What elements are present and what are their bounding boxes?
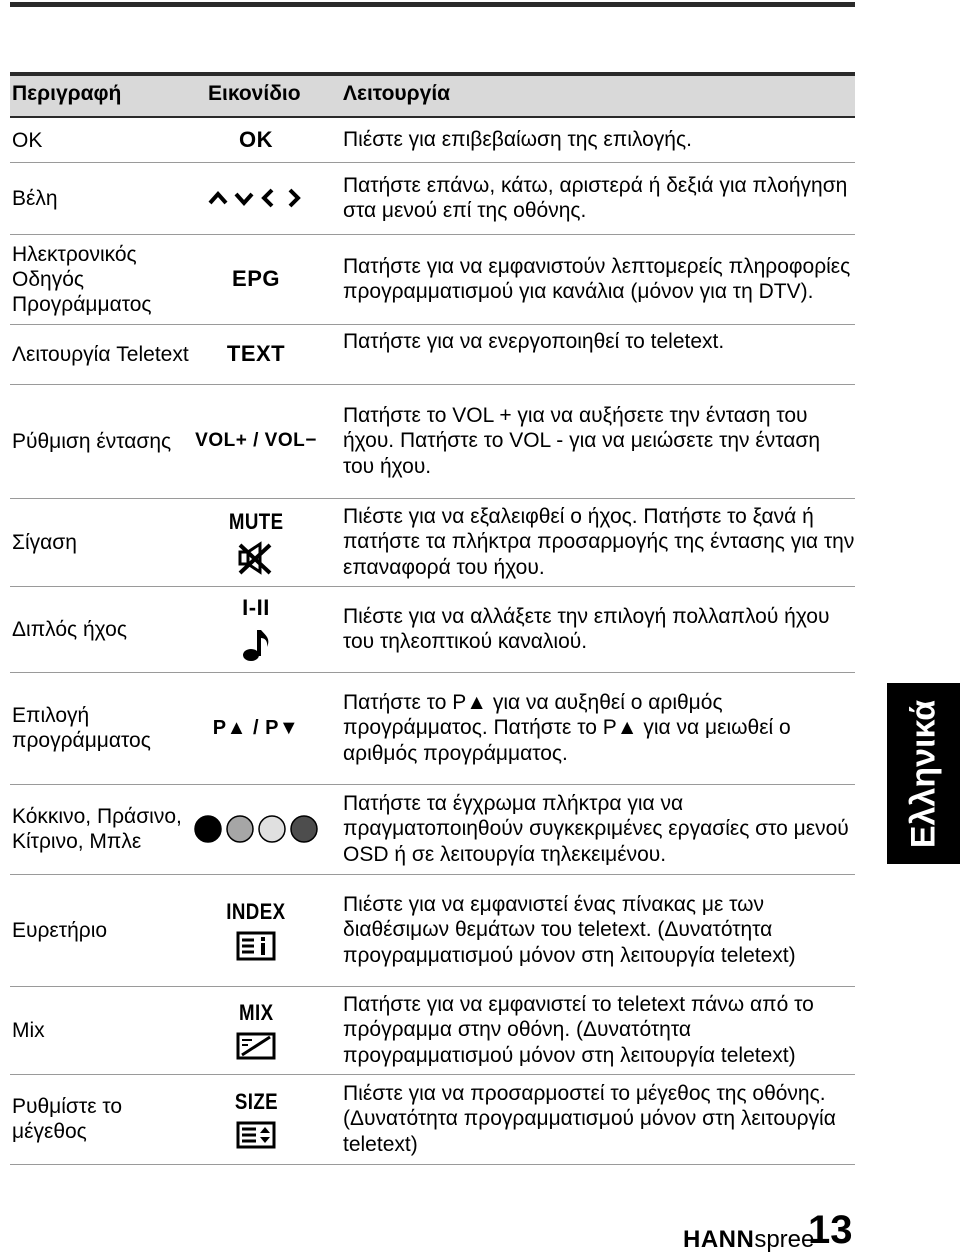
top-rule [10, 2, 855, 7]
row-icon [180, 874, 332, 986]
header-description: Περιγραφή [12, 82, 122, 105]
row-description: Κόκκινο, Πράσινο, Κίτρινο, Μπλε [12, 805, 182, 853]
row-description: Mix [12, 1018, 45, 1042]
volume-key-label: VOL+ / VOL− [195, 430, 317, 451]
row-description: OK [12, 128, 43, 152]
music-note-icon [241, 627, 271, 663]
brand-light: spree [754, 1226, 815, 1253]
table-row-color-keys [10, 784, 855, 875]
table-header [10, 76, 855, 118]
row-description: Σίγαση [12, 530, 77, 554]
table-row-program [10, 672, 855, 785]
table-row-text [10, 324, 855, 385]
table-row-dual-sound [10, 586, 855, 673]
color-keys-icon [193, 814, 319, 844]
row-icon [180, 234, 332, 324]
row-description: Λειτουργία Teletext [12, 342, 189, 366]
green-key-icon [227, 816, 253, 842]
table-row-size [10, 1074, 855, 1165]
ok-key-label: OK [239, 127, 273, 152]
mute-key-label: MUTE [228, 509, 284, 534]
row-description: Επιλογή προγράμματος [12, 704, 151, 752]
language-tab [887, 683, 960, 864]
index-key-label: INDEX [226, 899, 286, 924]
row-icon [180, 1074, 332, 1164]
dual-sound-key-label: I-II [242, 595, 270, 620]
row-icon [180, 162, 332, 234]
row-icon [180, 324, 332, 384]
row-icon [180, 784, 332, 874]
brand-logo [683, 1226, 814, 1254]
row-description: Ηλεκτρονικός Οδηγός Προγράμματος [12, 242, 152, 316]
size-key-label: SIZE [234, 1089, 278, 1114]
row-function: Πατήστε το P▲ για να αυξηθεί ο αριθμός προγράμματος. Πατήστε το P▲ για να μειωθεί ο αριθμός προγράμματος. [343, 690, 791, 765]
mix-key-label: MIX [238, 1000, 274, 1025]
table-row-mute [10, 498, 855, 587]
text-key-label: TEXT [226, 341, 286, 366]
row-function: Πατήστε τα έγχρωμα πλήκτρα για να πραγματοποιηθούν συγκεκριμένες εργασίες στο μενού OSD ή σε λειτουργία τηλεκειμένου. [343, 791, 849, 866]
header-function: Λειτουργία [343, 82, 451, 105]
row-icon [180, 986, 332, 1074]
row-icon [180, 384, 332, 498]
row-description: Βέλη [12, 186, 58, 210]
language-tab-label: Ελληνικά [904, 699, 942, 848]
index-page-icon [236, 931, 276, 961]
yellow-key-icon [259, 816, 285, 842]
row-function: Πιέστε για να εμφανιστεί ένας πίνακας με των διαθέσιμων θεμάτων του teletext. (Δυνατότητα προγραμματισμού μόνον στη λειτουργία teletext) [343, 892, 796, 967]
brand-bold: HANN [683, 1226, 755, 1253]
row-description: Ευρετήριο [12, 918, 108, 942]
row-function: Πατήστε για να εμφανιστούν λεπτομερείς πληροφορίες προγραμματισμού για κανάλια (μόνον για τη DTV). [343, 254, 851, 303]
table-row-index [10, 874, 855, 987]
row-function: Πιέστε για επιβεβαίωση της επιλογής. [343, 128, 692, 152]
row-icon [180, 672, 332, 784]
program-key-label: P▲ / P▼ [212, 716, 300, 739]
table-row-ok [10, 118, 855, 163]
row-function: Πιέστε για να εξαλειφθεί ο ήχος. Πατήστε το ξανά ή πατήστε τα πλήκτρα προσαρμογής της έντασης για την επαναφορά του ήχου. [343, 504, 855, 579]
row-function: Πιέστε για να αλλάξετε την επιλογή πολλαπλού ήχου του τηλεοπτικού καναλιού. [343, 604, 830, 653]
row-function: Πατήστε για να εμφανιστεί το teletext πάνω από το πρόγραμμα στην οθόνη. (Δυνατότητα προγραμματισμού μόνον στη λειτουργία teletext) [343, 992, 814, 1067]
table-row-arrows [10, 162, 855, 235]
row-description: Ρύθμιση έντασης [12, 429, 172, 453]
row-function: Πατήστε το VOL + για να αυξήσετε την ένταση του ήχου. Πατήστε το VOL - για να μειώσετε την ένταση του ήχου. [343, 403, 821, 478]
header-icon: Εικονίδιο [208, 82, 301, 105]
row-icon [180, 498, 332, 586]
row-function: Πιέστε για να προσαρμοστεί το μέγεθος της οθόνης. (Δυνατότητα προγραμματισμού μόνον στη λειτουργία teletext) [343, 1081, 836, 1156]
row-description: Διπλός ήχος [12, 617, 127, 641]
page-number: 13 [808, 1208, 853, 1252]
epg-key-label: EPG [232, 266, 280, 291]
table-row-mix [10, 986, 855, 1075]
row-function: Πατήστε επάνω, κάτω, αριστερά ή δεξιά για πλοήγηση στα μενού επί της οθόνης. [343, 173, 848, 222]
row-icon [180, 118, 332, 162]
row-description: Ρυθμίστε το μέγεθος [12, 1095, 123, 1143]
mix-icon [236, 1032, 276, 1060]
table-row-volume [10, 384, 855, 499]
size-icon [236, 1121, 276, 1149]
blue-key-icon [291, 816, 317, 842]
row-function: Πατήστε για να ενεργοποιηθεί το teletext. [343, 330, 725, 353]
red-key-icon [195, 816, 221, 842]
row-icon [180, 586, 332, 672]
table-row-epg [10, 234, 855, 325]
mute-speaker-icon [236, 541, 276, 575]
arrows-icon [206, 187, 306, 209]
